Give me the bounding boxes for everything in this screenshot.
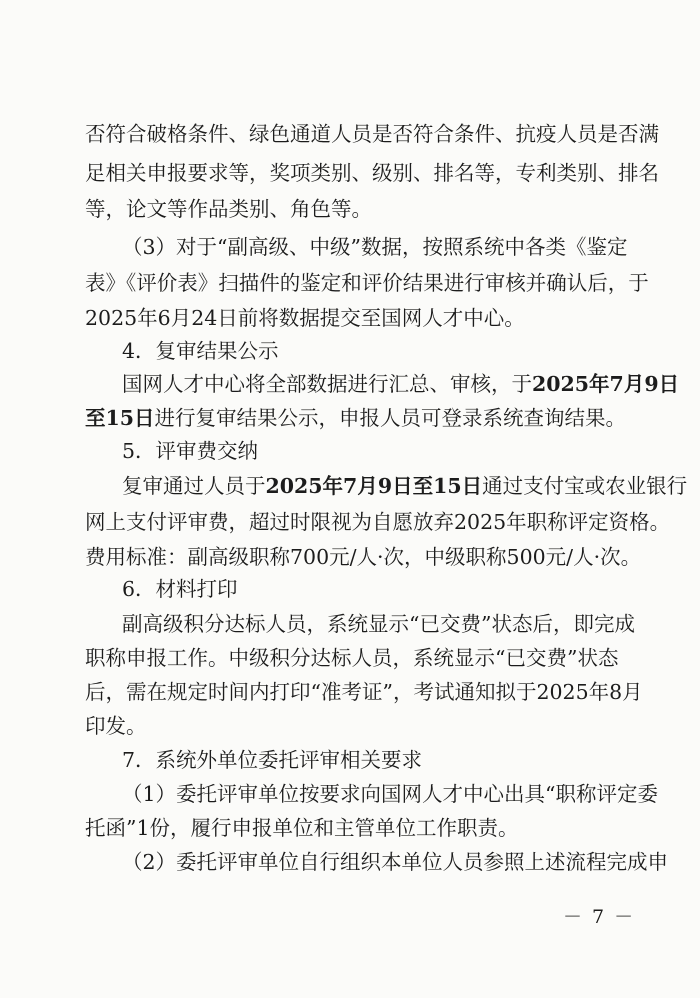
section-7-line-1: （1）委托评审单位按要求向国网人才中心出具“职称评定委 <box>122 782 659 806</box>
section-4-line-2-text: 进行复审结果公示，申报人员可登录系统查询结果。 <box>154 406 627 430</box>
section-4-line-1-date: 2025年7月9日 <box>532 372 680 396</box>
section-7-line-3: （2）委托评审单位自行组织本单位人员参照上述流程完成申 <box>122 850 669 874</box>
section-6-line-3: 后，需在规定时间内打印“准考证”，考试通知拟于2025年8月 <box>85 680 643 704</box>
paragraph-1-line-2: 足相关申报要求等，奖项类别、级别、排名等，专利类别、排名 <box>85 161 659 185</box>
section-4-line-2-date: 至15日 <box>85 406 155 430</box>
paragraph-1-line-1: 否符合破格条件、绿色通道人员是否符合条件、抗疫人员是否满 <box>85 122 659 146</box>
section-5-line-1-text-a: 复审通过人员于 <box>122 474 266 498</box>
section-5-heading: 5．评审费交纳 <box>122 439 259 463</box>
section-5-line-1-text-b: 通过支付宝或农业银行 <box>482 474 688 498</box>
paragraph-2-line-3: 2025年6月24日前将数据提交至国网人才中心。 <box>85 306 525 330</box>
section-5-line-1-date: 2025年7月9日至15日 <box>265 474 483 498</box>
paragraph-2-line-2: 表》《评价表》扫描件的鉴定和评价结果进行审核并确认后，于 <box>85 271 649 295</box>
section-6-heading: 6．材料打印 <box>122 577 238 601</box>
page-number: － 7 － <box>563 906 636 928</box>
section-4-line-2 <box>85 408 626 429</box>
section-7-line-2: 托函”1份，履行申报单位和主管单位工作职责。 <box>85 816 519 840</box>
section-5-line-3: 费用标准：副高级职称700元/人·次，中级职称500元/人·次。 <box>85 545 642 569</box>
section-5-line-2: 网上支付评审费，超过时限视为自愿放弃2025年职称评定资格。 <box>85 510 671 534</box>
section-4-line-1-text: 国网人才中心将全部数据进行汇总、审核，于 <box>122 372 532 396</box>
section-6-line-4: 印发。 <box>85 714 147 738</box>
section-4-heading: 4．复审结果公示 <box>122 339 279 363</box>
section-6-line-2: 职称申报工作。中级积分达标人员，系统显示“已交费”状态 <box>85 646 619 670</box>
section-5-line-1 <box>122 476 687 497</box>
section-7-heading: 7．系统外单位委托评审相关要求 <box>122 748 423 772</box>
paragraph-1-line-3: 等，论文等作品类别、角色等。 <box>85 197 372 221</box>
section-6-line-1: 副高级积分达标人员，系统显示“已交费”状态后，即完成 <box>122 612 635 636</box>
paragraph-2-line-1: （3）对于“副高级、中级”数据，按照系统中各类《鉴定 <box>122 235 628 259</box>
section-4-line-1 <box>122 374 679 395</box>
